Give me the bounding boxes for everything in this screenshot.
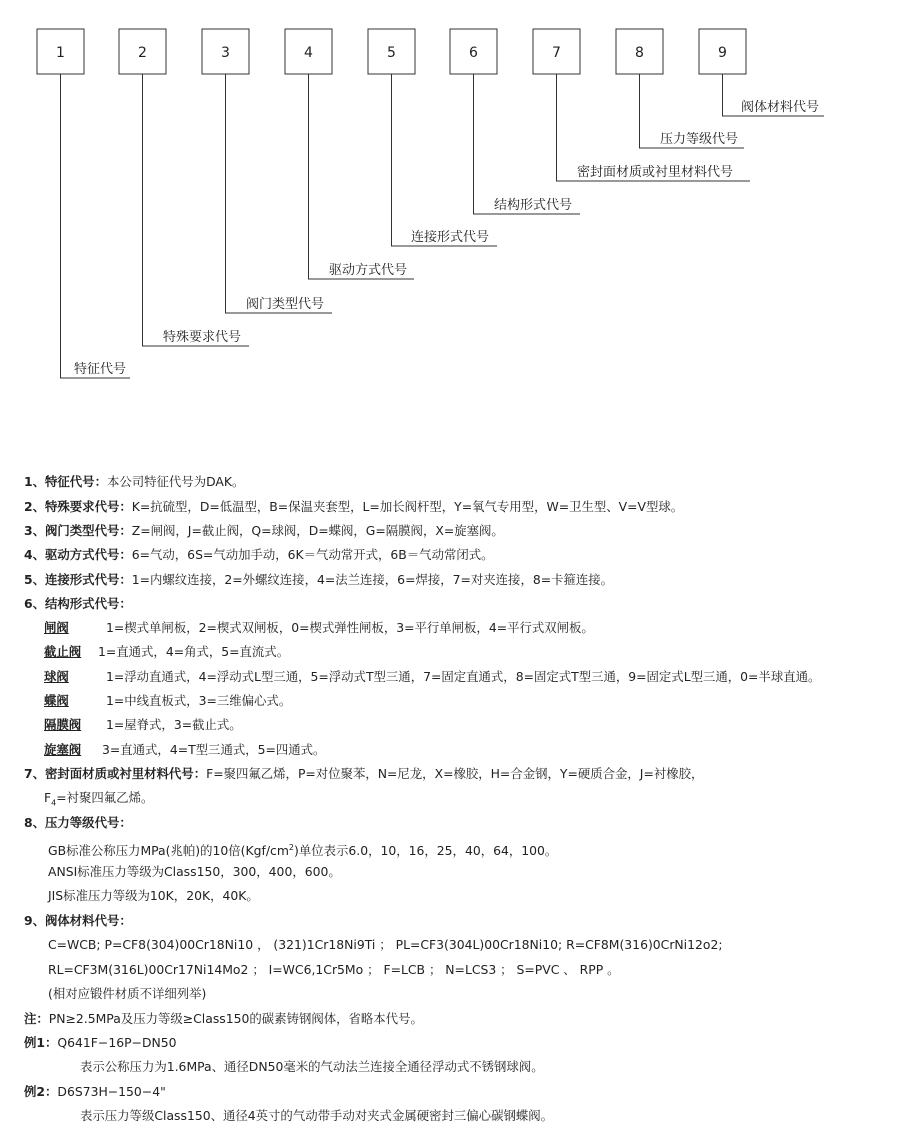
code-label: 阀门类型代号 <box>246 297 325 312</box>
pressure-jis: JIS标准压力等级为10K，20K，40K。 <box>48 888 259 903</box>
pressure-ansi: ANSI标准压力等级为Class150，300，400，600。 <box>48 864 341 879</box>
material-line-2: RL=CF3M(316L)00Cr17Ni14Mo2 ； I=WC6,1Cr5Mo ； F=LCB ； N=LCS3 ； S=PVC 、 RPP 。 <box>48 962 620 977</box>
note-6: 6、结构形式代号： <box>24 596 132 611</box>
code-box-number: 1 <box>56 45 65 61</box>
example-1-desc: 表示公称压力为1.6MPa、通径DN50毫米的气动法兰连接全通径浮动式不锈钢球阀。 <box>80 1059 544 1074</box>
note-8: 8、压力等级代号： <box>24 815 132 830</box>
note-4: 4、驱动方式代号：6=气动，6S=气动加手动，6K＝气动常开式，6B＝气动常闭式。 <box>24 547 494 562</box>
code-box-number: 3 <box>221 45 230 61</box>
note-9: 9、阀体材料代号： <box>24 913 132 928</box>
structure-row-gate: 闸阀 1=楔式单闸板，2=楔式双闸板，0=楔式弹性闸板，3=平行单闸板，4=平行式双闸板。 <box>44 620 594 635</box>
example-2: 例2：D6S73H−150−4" <box>24 1084 166 1099</box>
code-label: 结构形式代号 <box>494 198 573 213</box>
material-line-3: (相对应锻件材质不详细列举) <box>48 986 207 1001</box>
code-box-number: 7 <box>552 45 561 61</box>
structure-row-diaphragm: 隔膜阀 1=屋脊式，3=截止式。 <box>44 717 242 732</box>
code-label: 阀体材料代号 <box>741 100 820 115</box>
note-3: 3、阀门类型代号：Z=闸阀，J=截止阀，Q=球阀，D=蝶阀，G=隔膜阀，X=旋塞阀。 <box>24 523 504 538</box>
code-box-number: 4 <box>304 45 313 61</box>
code-label: 密封面材质或衬里材料代号 <box>577 165 734 180</box>
note-1: 1、特征代号：本公司特征代号为DAK。 <box>24 474 245 489</box>
remark: 注：PN≥2.5MPa及压力等级≥Class150的碳素铸钢阀体，省略本代号。 <box>24 1011 423 1026</box>
example-1: 例1：Q641F−16P−DN50 <box>24 1035 177 1050</box>
note-7-continued: $F_4=$衬聚四氟乙烯。 <box>44 790 154 808</box>
code-box-number: 8 <box>635 45 644 61</box>
example-2-desc: 表示压力等级Class150、通径4英寸的气动带手动对夹式金属硬密封三偏心碳钢蝶阀。 <box>80 1108 554 1123</box>
note-2: 2、特殊要求代号：K=抗硫型，D=低温型，B=保温夹套型，L=加长阀杆型，Y=氧气专用型，W=卫生型、V=V型球。 <box>24 499 684 514</box>
code-label: 特殊要求代号 <box>163 330 242 345</box>
code-label: 压力等级代号 <box>660 132 739 147</box>
code-label: 连接形式代号 <box>411 230 490 245</box>
structure-row-plug: 旋塞阀 3=直通式，4=T型三通式，5=四通式。 <box>44 742 326 757</box>
structure-row-globe: 截止阀 1=直通式，4=角式，5=直流式。 <box>44 644 290 659</box>
code-label: 驱动方式代号 <box>329 263 408 278</box>
note-5: 5、连接形式代号：1=内螺纹连接，2=外螺纹连接，4=法兰连接，6=焊接，7=对夹连接，8=卡箍连接。 <box>24 572 614 587</box>
code-box-number: 2 <box>138 45 147 61</box>
material-line-1: C=WCB; P=CF8(304)00Cr18Ni10 ， (321)1Cr18Ni9Ti ； PL=CF3(304L)00Cr18Ni10; R=CF8M(316)0CrNi12o2; <box>48 937 723 952</box>
structure-row-butterfly: 蝶阀 1=中线直板式，3=三维偏心式。 <box>44 693 292 708</box>
structure-row-ball: 球阀 1=浮动直通式，4=浮动式L型三通，5=浮动式T型三通，7=固定直通式，8=固定式T型三通，9=固定式L型三通，0=半球直通。 <box>44 669 821 684</box>
pressure-gb: GB标准公称压力MPa(兆帕)的10倍$(Kgf/cm^2)$单位表示6.0，10，16，25，40，64，100。 <box>48 843 558 859</box>
note-7: 7、密封面材质或衬里材料代号：F=聚四氟乙烯，P=对位聚苯，N=尼龙，X=橡胶，H=合金钢，Y=硬质合金，J=衬橡胶， <box>24 766 704 781</box>
code-box-number: 6 <box>469 45 478 61</box>
code-label: 特征代号 <box>74 362 127 377</box>
code-box-number: 9 <box>718 45 727 61</box>
code-box-number: 5 <box>387 45 396 61</box>
